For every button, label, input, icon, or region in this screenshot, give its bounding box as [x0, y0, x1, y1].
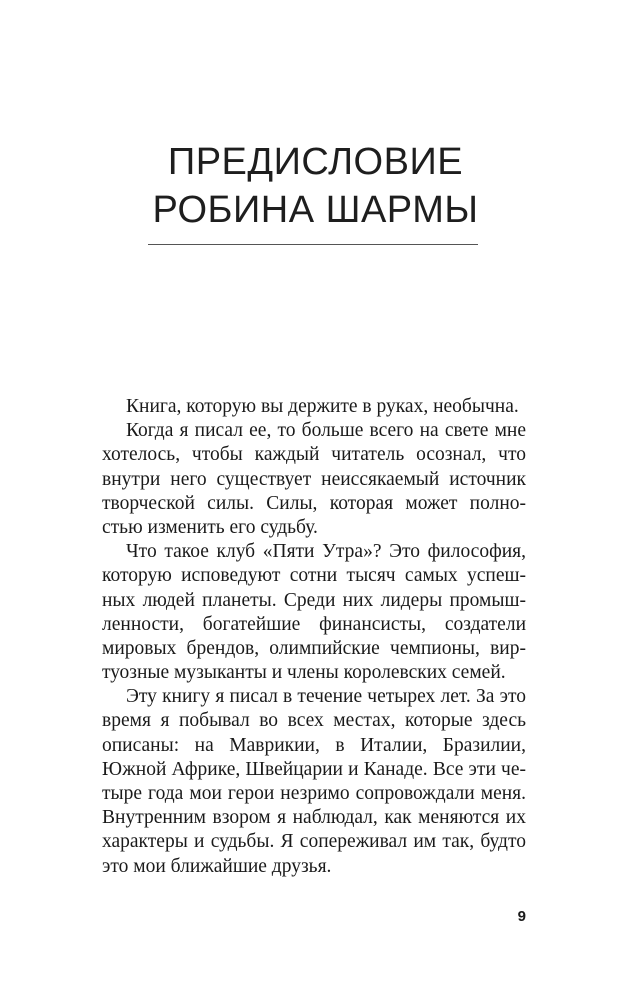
text-line: которую исповедуют сотни тысяч самых успеш-	[102, 565, 526, 587]
body-text	[102, 395, 526, 879]
page-number: 9	[517, 908, 526, 925]
text-line: Когда я писал ее, то больше всего на свете мне	[126, 420, 526, 442]
chapter-title-line-1: ПРЕДИСЛОВИЕ	[167, 141, 464, 183]
text-line: внутри него существует неиссякаемый источник	[102, 468, 526, 490]
text-line: Эту книгу я писал в течение четырех лет. За это	[126, 686, 526, 708]
text-line: мировых брендов, олимпийские чемпионы, вир-	[102, 637, 526, 659]
text-line: Что такое клуб «Пяти Утра»? Это философия,	[126, 541, 526, 563]
title-divider	[148, 244, 478, 245]
text-line: хотелось, чтобы каждый читатель осознал, что	[102, 444, 526, 466]
chapter-title-line-2: РОБИНА ШАРМЫ	[152, 189, 479, 231]
text-line: время я побывал во всех местах, которые здесь	[102, 710, 526, 732]
text-line: Южной Африке, Швейцарии и Канаде. Все эти че-	[102, 758, 526, 780]
text-line: это мои ближайшие друзья.	[102, 855, 332, 877]
text-line: ленности, богатейшие финансисты, создатели	[102, 613, 526, 635]
text-line: стью изменить его судьбу.	[102, 516, 318, 538]
text-line: ных людей планеты. Среди них лидеры промыш-	[102, 589, 526, 611]
text-line: Внутренним взором я наблюдал, как меняются их	[102, 807, 526, 829]
text-line: творческой силы. Силы, которая может полно-	[102, 492, 526, 514]
chapter-title	[0, 138, 631, 234]
text-line: Книга, которую вы держите в руках, необычна.	[126, 396, 519, 417]
text-line: туозные музыканты и члены королевских семей.	[102, 662, 506, 684]
text-line: тыре года мои герои незримо сопровождали меня.	[102, 783, 526, 804]
text-line: характеры и судьбы. Я сопереживал им так, будто	[102, 831, 526, 853]
text-line: описаны: на Маврикии, в Италии, Бразилии,	[102, 734, 526, 756]
